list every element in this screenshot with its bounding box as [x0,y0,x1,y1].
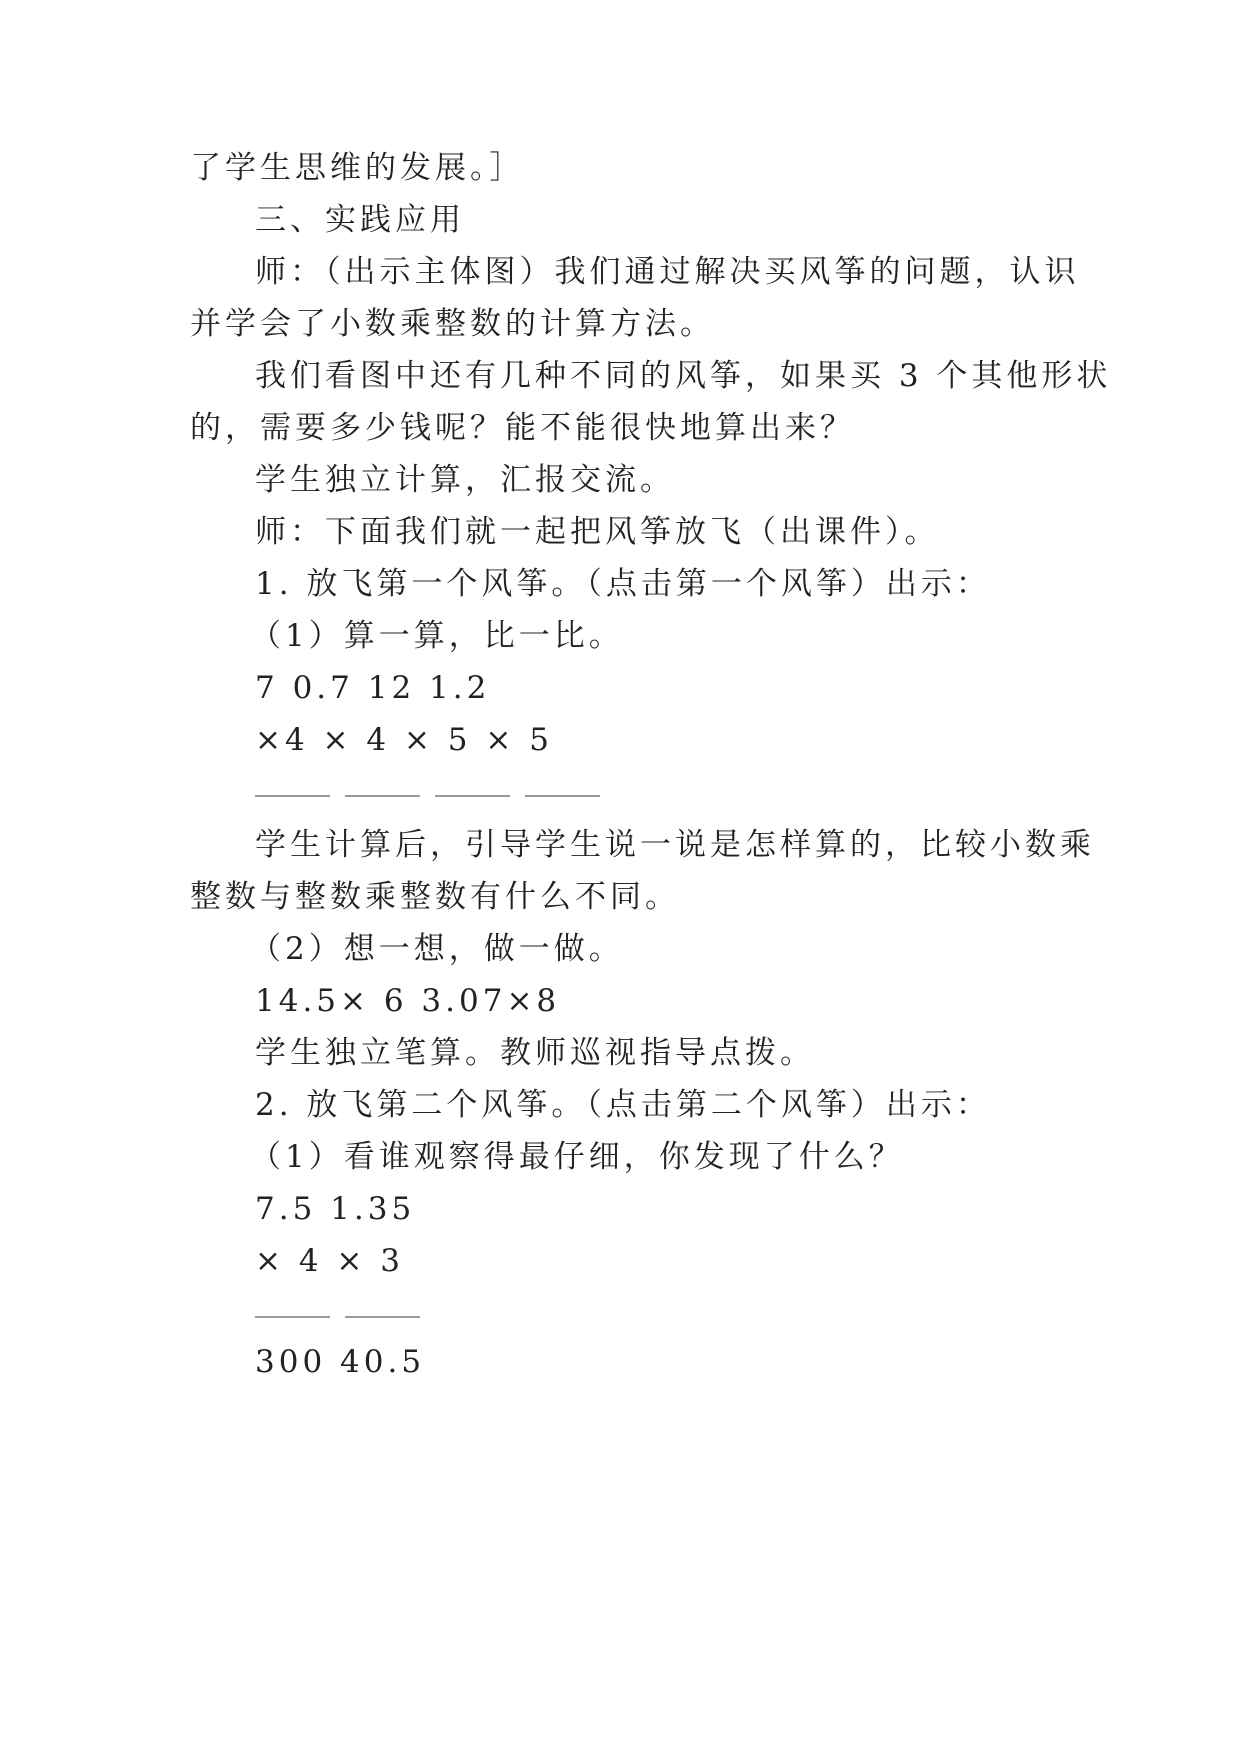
paragraph-line: 整数与整数乘整数有什么不同。 [190,879,680,915]
math-line: 14.5× 6 3.07×8 [255,983,561,1019]
paragraph-line: （1）算一算，比一比。 [250,618,624,654]
paragraph-line: 师：（出示主体图）我们通过解决买风筝的问题，认识 [255,254,1080,290]
paragraph-line: 1. 放飞第一个风筝。（点击第一个风筝）出示： [255,566,991,602]
paragraph-line: 我们看图中还有几种不同的风筝，如果买 3 个其他形状 [255,358,1112,394]
section-heading: 三、实践应用 [255,202,465,238]
math-operands-line: 7.5 1.35 [255,1191,416,1227]
answer-rule [525,795,600,797]
answer-rule [345,795,420,797]
paragraph-line: 学生计算后，引导学生说一说是怎样算的，比较小数乘 [255,827,1095,863]
paragraph-line: 了学生思维的发展。］ [190,150,525,186]
paragraph-line: 学生独立笔算。教师巡视指导点拨。 [255,1035,815,1071]
answer-rule [255,795,330,797]
answer-rule [255,1316,330,1318]
math-result-line: 300 40.5 [255,1344,426,1380]
paragraph-line: 学生独立计算，汇报交流。 [255,462,675,498]
paragraph-line: 的，需要多少钱呢？能不能很快地算出来？ [190,410,855,446]
paragraph-line: （2）想一想，做一做。 [250,931,624,967]
answer-rule [345,1316,420,1318]
answer-rule [435,795,510,797]
paragraph-line: 并学会了小数乘整数的计算方法。 [190,306,715,342]
paragraph-line: 师：下面我们就一起把风筝放飞（出课件）。 [255,514,940,550]
paragraph-line: （1）看谁观察得最仔细，你发现了什么？ [250,1139,904,1175]
math-multiplier-line: × 4 × 3 [255,1243,404,1279]
math-operands-line: 7 0.7 12 1.2 [255,670,491,706]
math-multiplier-line: ×4 × 4 × 5 × 5 [255,722,553,758]
paragraph-line: 2. 放飞第二个风筝。（点击第二个风筝）出示： [255,1087,991,1123]
